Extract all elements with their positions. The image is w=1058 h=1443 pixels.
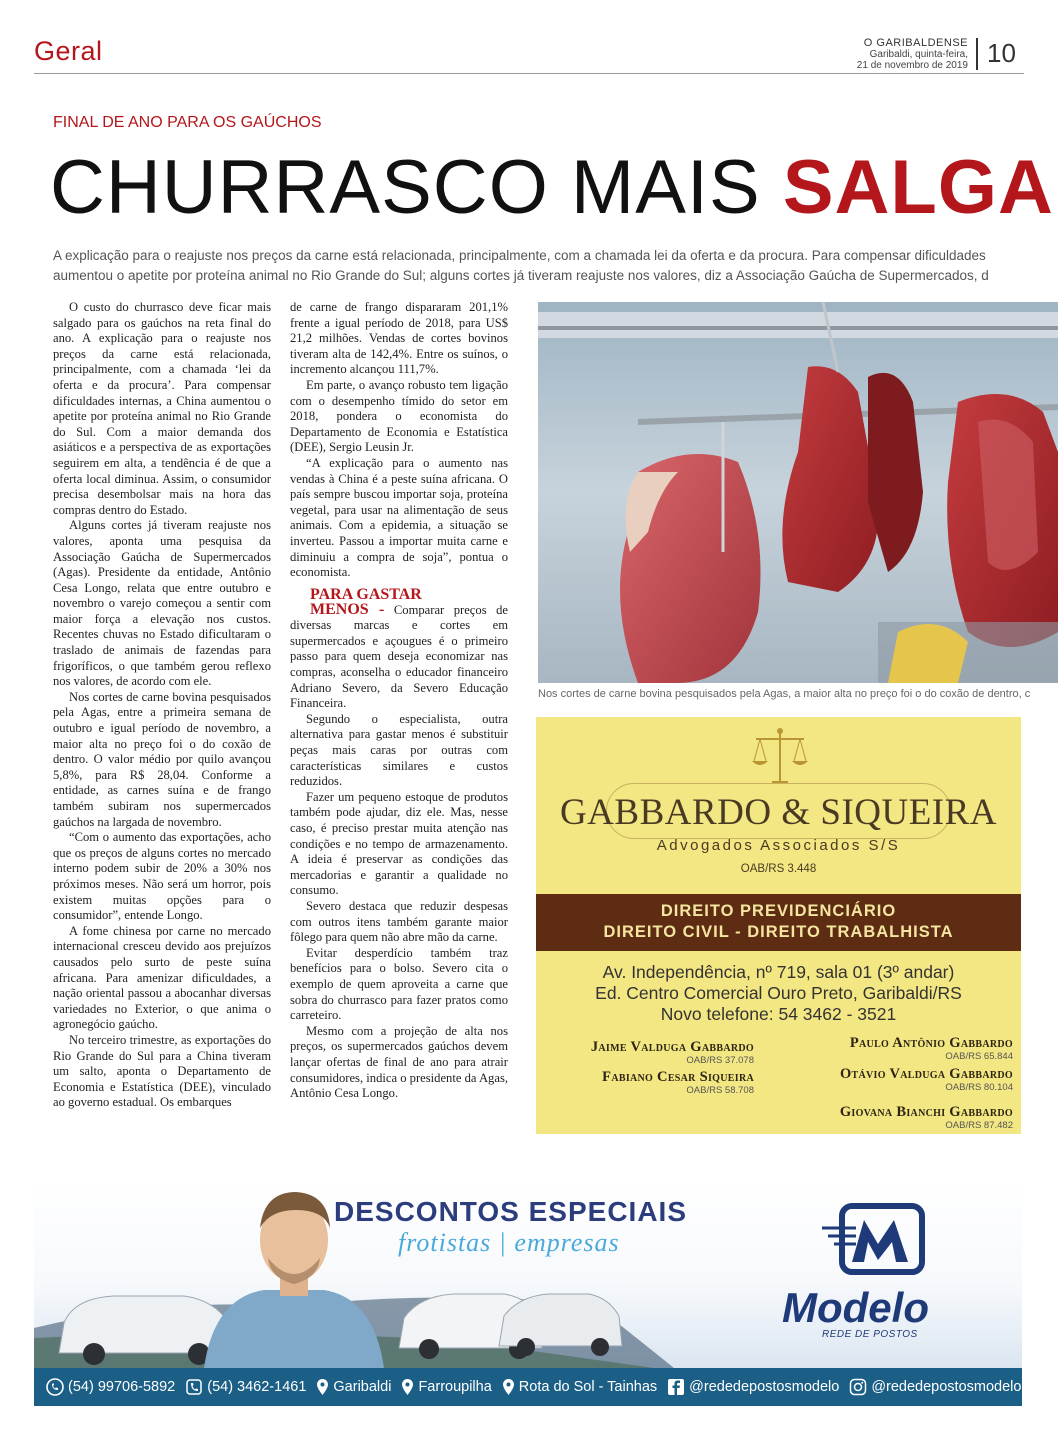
firm-phone: Novo telefone: 54 3462 - 3521 bbox=[660, 1004, 897, 1024]
practice-areas-band bbox=[536, 894, 1021, 951]
lawyer-entry bbox=[783, 1035, 1013, 1062]
location-pin-icon bbox=[502, 1378, 515, 1396]
brand-name: Modelo bbox=[782, 1284, 929, 1331]
lawyer-oab: OAB/RS 65.844 bbox=[945, 1051, 1013, 1062]
contact-item bbox=[849, 1378, 1021, 1396]
scales-of-justice-icon bbox=[750, 725, 810, 789]
lawyer-oab: OAB/RS 80.104 bbox=[945, 1082, 1013, 1093]
ad-title: DESCONTOS ESPECIAIS bbox=[334, 1196, 688, 1227]
location-pin-icon bbox=[401, 1378, 414, 1396]
article-column-1 bbox=[53, 300, 271, 1111]
paragraph: “A explicação para o aumento nas vendas à China é a peste suína africana. O país sempre buscou importar soja, proteína vegetal, para usar na alimentação de seus animais. Com a epidemia, a situação se inverteu. Passou a importar muita carne e diminuiu a compra de soja”, pontua o economista. bbox=[290, 455, 508, 580]
paragraph: O custo do churrasco deve ficar mais salgado para os gaúchos na reta final do ano. A explicação para o reajuste nos preços da carne está relacionada, principalmente, com a chamada ‘lei da oferta e da procura’. Para compensar dificuldades internas, a China aumentou o apetite por proteína animal no Rio Grande do Sul. Com a maior demanda dos asiáticos e a perspectiva de as exportações seguirem em alta, a tendência é de que a oferta local diminua. Assim, o consumidor precisa desembolsar mais na hora das compras dentro do Estado. bbox=[53, 300, 271, 517]
dateline-date: 21 de novembro de 2019 bbox=[856, 60, 968, 71]
address-line: Av. Independência, nº 719, sala 01 (3º andar) bbox=[602, 962, 955, 982]
firm-oab: OAB/RS 3.448 bbox=[740, 863, 817, 875]
ad-subtitle: frotistas | empresas bbox=[398, 1228, 620, 1257]
contact-item bbox=[667, 1378, 839, 1396]
lawyer-entry bbox=[783, 1066, 1013, 1093]
headline-black: CHURRASCO MAIS bbox=[50, 145, 783, 230]
headline-red: SALGA bbox=[782, 145, 1054, 230]
paragraph: “Com o aumento das exportações, acho que os preços de alguns cortes no mercado interno podem subir de 20% a 30% nos próximos meses. Não será um horror, pois existem muitas opções para o consumidor”, entende Longo. bbox=[53, 830, 271, 923]
paragraph: Segundo o especialista, outra alternativa para gastar menos é substituir peças mais caras por outras com características similares e custos reduzidos. bbox=[290, 711, 508, 789]
paragraph: A fome chinesa por carne no mercado internacional cresceu devido aos prejuízos causados pelo surto de peste suína africana. Para amenizar dificuldades, a nação oriental passou a abocanhar diversas variedades no Exterior, o que anima o agronegócio gaúcho. bbox=[53, 923, 271, 1032]
dateline-day: Garibaldi, quinta-feira, bbox=[869, 49, 968, 60]
contact-item bbox=[46, 1378, 175, 1396]
lawyer-oab: OAB/RS 58.708 bbox=[686, 1085, 754, 1096]
paragraph: Nos cortes de carne bovina pesquisados pela Agas, entre a primeira semana de outubro e igual período de novembro, a maior alta no preço foi o do coxão de dentro. O valor médio por quilo avançou 5,8%, para R$ 28,04. Conforme a entidade, as carnes suína e de frango também subiram nos supermercados gaúchos na largada de novembro. bbox=[53, 689, 271, 829]
lawyer-name: Giovana Bianchi Gabbardo bbox=[839, 1104, 1013, 1120]
practice-area: DIREITO PREVIDENCIÁRIO bbox=[660, 902, 897, 920]
lawyer-oab: OAB/RS 87.482 bbox=[945, 1120, 1013, 1131]
location-pin-icon bbox=[316, 1378, 329, 1396]
newspaper-name: O GARIBALDENSE bbox=[863, 37, 968, 49]
lawyer-name: Paulo Antônio Gabbardo bbox=[849, 1035, 1013, 1051]
address-line: Ed. Centro Comercial Ouro Preto, Garibaldi/RS bbox=[595, 983, 962, 1003]
lawyer-entry bbox=[544, 1069, 754, 1096]
article-headline bbox=[50, 140, 1054, 236]
contact-text: @rededepostosmodelo bbox=[689, 1379, 840, 1395]
subhead-continued: MENOS - bbox=[310, 600, 385, 618]
contact-text: (54) 3462-1461 bbox=[207, 1379, 307, 1395]
contact-item bbox=[401, 1378, 491, 1396]
firm-name: GABBARDO & SIQUEIRA bbox=[559, 792, 998, 833]
contact-text: @rededepostosmodelo bbox=[871, 1379, 1022, 1395]
meat-photo-illustration bbox=[538, 302, 1058, 683]
modelo-logo-icon bbox=[812, 1202, 952, 1282]
practice-area: DIREITO CIVIL - DIREITO TRABALHISTA bbox=[603, 923, 954, 941]
lead-line: A explicação para o reajuste nos preços da carne está relacionada, principalmente, com a chamada lei da oferta e da procura. Para compensar dificuldades bbox=[53, 248, 986, 263]
article-kicker: FINAL DE ANO PARA OS GAÚCHOS bbox=[53, 114, 322, 131]
section-name: Geral bbox=[34, 36, 103, 66]
lawyer-entry bbox=[544, 1039, 754, 1066]
article-lead bbox=[53, 246, 1058, 286]
paragraph: No terceiro trimestre, as exportações do Rio Grande do Sul para a China tiveram um salto, aponta o Departamento de Economia e Estatística (DEE), vinculado ao governo estadual. Os embarques bbox=[53, 1032, 271, 1110]
modelo-ad bbox=[34, 1178, 1022, 1368]
subhead: PARA GASTAR bbox=[310, 585, 422, 603]
photo-caption: Nos cortes de carne bovina pesquisados pela Agas, a maior alta no preço foi o do coxão de dentro, c bbox=[538, 688, 1031, 700]
contact-item bbox=[185, 1378, 306, 1396]
lawyer-name: Otávio Valduga Gabbardo bbox=[839, 1066, 1013, 1082]
header-rule bbox=[34, 73, 1024, 74]
masthead bbox=[857, 38, 968, 71]
paragraph: de carne de frango dispararam 201,1% frente a igual período de 2018, para US$ 21,2 milhões. Vendas de cortes bovinos tiveram alta de 142,4%. Entre os suínos, o incremento alcançou 111,7%. bbox=[290, 300, 508, 377]
paragraph: Fazer um pequeno estoque de produtos também pode ajudar, diz ele. Mas, nesse caso, é preciso prestar muita atenção nas condições e no tempo de armazenamento. A ideia é preservar as condições das mercadorias e garantir a qualidade no consumo. bbox=[290, 789, 508, 898]
law-firm-ad bbox=[536, 717, 1021, 1134]
paragraph: Evitar desperdício também traz benefícios para o bolso. Severo cita o exemplo de quem aproveita a carne que sobra do churrasco para fazer pratos como carreteiro. bbox=[290, 945, 508, 1023]
lead-line: aumentou o apetite por proteína animal no Rio Grande do Sul; alguns cortes já tiveram reajuste nos valores, diz a Associação Gaúcha de Supermercados, d bbox=[53, 268, 989, 283]
firm-address bbox=[536, 962, 1021, 1025]
contact-text: Garibaldi bbox=[333, 1379, 392, 1395]
paragraph: Alguns cortes já tiveram reajuste nos valores, aponta uma pesquisa da Associação Gaúcha de Supermercados (Agas). Presidente da entidade, Antônio Cesa Longo, relata que entre outubro e novembro o varejo começou a sentir com maior força a elevação nos custos. Recentes chuvas no Estado dificultaram o traslado de animais de fazendas para frigoríficos, o que também gerou reflexo nos valores, de acordo com ele. bbox=[53, 518, 271, 689]
meat-photo bbox=[538, 302, 1058, 683]
page-number-divider bbox=[976, 38, 978, 70]
phone-icon bbox=[185, 1378, 203, 1396]
contact-item bbox=[316, 1378, 391, 1396]
instagram-icon bbox=[849, 1378, 867, 1396]
brand-tagline: REDE DE POSTOS bbox=[822, 1329, 918, 1340]
contact-bar bbox=[34, 1368, 1022, 1406]
lawyer-entry bbox=[753, 1104, 1013, 1131]
lawyer-name: Jaime Valduga Gabbardo bbox=[590, 1039, 754, 1055]
contact-item bbox=[502, 1378, 657, 1396]
facebook-icon bbox=[667, 1378, 685, 1396]
contact-text: Rota do Sol - Tainhas bbox=[518, 1379, 658, 1395]
firm-subtitle: Advogados Associados S/S bbox=[656, 837, 901, 854]
contact-text: (54) 99706-5892 bbox=[68, 1379, 176, 1395]
paragraph: Em parte, o avanço robusto tem ligação com o desempenho tímido do setor em 2018, pondera o economista do Departamento de Economia e Estatística (DEE), Sergio Leusin Jr. bbox=[290, 377, 508, 455]
subhead-paragraph: Comparar preços de diversas marcas e cortes em supermercados e açougues é o primeiro passo para quem deseja economizar nas compras, aconselha o educador financeiro Adriano Severo, da Severo Educação Financeira. bbox=[290, 602, 508, 711]
lawyer-oab: OAB/RS 37.078 bbox=[686, 1055, 754, 1066]
article-column-2 bbox=[290, 300, 508, 1102]
paragraph: Severo destaca que reduzir despesas com outros itens também garante maior fôlego para quem não abre mão da carne. bbox=[290, 898, 508, 945]
lawyer-name: Fabiano Cesar Siqueira bbox=[602, 1069, 754, 1085]
contact-text: Farroupilha bbox=[418, 1379, 492, 1395]
whatsapp-icon bbox=[46, 1378, 64, 1396]
page-number: 10 bbox=[987, 38, 1016, 68]
paragraph: Mesmo com a projeção de alta nos preços, os supermercados gaúchos devem lançar ofertas de final de ano para atrair consumidores, indica o presidente da Agas, Antônio Cesa Longo. bbox=[290, 1023, 508, 1101]
